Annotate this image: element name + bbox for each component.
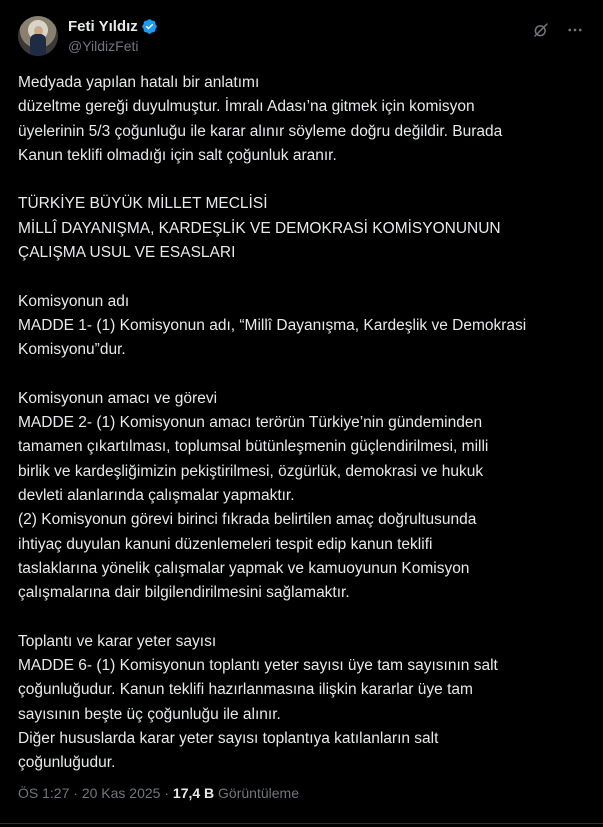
tweet-date[interactable]: 20 Kas 2025 xyxy=(81,785,161,801)
tweet-text-line: çalışmalarına dair bilgilendirilmesini sağlamaktır. xyxy=(18,584,350,602)
tweet-text-line: Komisyonun adı xyxy=(18,292,130,310)
tweet-text-line xyxy=(18,606,585,630)
tweet-text-line: MADDE 6- (1) Komisyonun toplantı yeter sayısı üye tam sayısının salt xyxy=(18,657,498,675)
tweet-text-line: Diğer hususlarda karar yeter sayısı toplantıya katılanların salt xyxy=(18,730,439,748)
tweet-text-line xyxy=(18,168,585,192)
tweet-text-line: çoğunluğudur. Kanun teklifi hazırlanmasına ilişkin kararlar üye tam xyxy=(18,681,473,699)
tweet-text-line: ÇALIŞMA USUL VE ESASLARI xyxy=(18,244,236,262)
header-actions xyxy=(531,20,585,40)
tweet-text-line: taslaklarına yönelik çalışmalar yapmak ve kamuoyunun Komisyon xyxy=(18,559,470,577)
more-button[interactable] xyxy=(565,20,585,40)
tweet-text-line: birlik ve kardeşliğimizin pekiştirilmesi, özgürlük, demokrasi ve hukuk xyxy=(18,462,484,480)
name-row xyxy=(68,16,158,36)
tweet-text-line: devleti alanlarında çalışmalar yapmaktır. xyxy=(18,487,295,505)
meta-separator-2: · xyxy=(160,785,173,801)
tweet-text-line: Komisyonun amacı ve görevi xyxy=(18,389,218,407)
tweet-text-line: ihtiyaç duyulan kanuni düzenlemeleri tespit edip kanun teklifi xyxy=(18,535,433,553)
tweet-text-line: sayısının beşte üç çoğunluğu ile alınır. xyxy=(18,705,281,723)
avatar[interactable] xyxy=(18,16,58,56)
tweet-text-line: MADDE 2- (1) Komisyonun amacı terörün Türkiye’nin gündeminden xyxy=(18,414,483,432)
tweet-text-line: çoğunluğudur. xyxy=(18,754,116,772)
grok-button[interactable] xyxy=(531,20,551,40)
tweet-text-line: Kanun teklifi olmadığı için salt çoğunluk aranır. xyxy=(18,146,337,164)
tweet-text-line: MİLLÎ DAYANIŞMA, KARDEŞLİK VE DEMOKRASİ KOMİSYONUNUN xyxy=(18,219,501,237)
user-handle[interactable]: @YildizFeti xyxy=(68,38,139,54)
tweet-text-line: düzeltme gereği duyulmuştur. İmralı Adası’na gitmek için komisyon xyxy=(18,98,475,116)
tweet-text xyxy=(18,71,585,776)
tweet-meta xyxy=(18,785,299,801)
divider xyxy=(0,823,603,824)
user-info xyxy=(68,16,158,54)
tweet-text-line: Komisyonu”dur. xyxy=(18,341,126,359)
grok-icon xyxy=(532,21,550,39)
views-count: 17,4 B xyxy=(172,785,215,801)
meta-separator: · xyxy=(69,785,82,801)
views-label: Görüntüleme xyxy=(218,785,299,801)
tweet-text-line: tamamen çıkartılması, toplumsal bütünleşmenin güçlendirilmesi, milli xyxy=(18,438,489,456)
tweet-text-line: üyelerinin 5/3 çoğunluğu ile karar alınır söyleme doğru değildir. Burada xyxy=(18,122,503,140)
tweet-text-line: Toplantı ve karar yeter sayısı xyxy=(18,632,217,650)
tweet-text-line: TÜRKİYE BÜYÜK MİLLET MECLİSİ xyxy=(18,195,268,213)
verified-badge-icon xyxy=(141,18,158,35)
tweet-header xyxy=(18,16,585,58)
more-icon xyxy=(566,21,584,39)
tweet-text-line: (2) Komisyonun görevi birinci fıkrada belirtilen amaç doğrultusunda xyxy=(18,511,477,529)
tweet-text-line xyxy=(18,363,585,387)
display-name[interactable]: Feti Yıldız xyxy=(68,17,138,35)
tweet-text-line: Medyada yapılan hatalı bir anlatımı xyxy=(18,74,260,91)
tweet-text-line: MADDE 1- (1) Komisyonun adı, “Millî Dayanışma, Kardeşlik ve Demokrasi xyxy=(18,316,527,334)
tweet-time[interactable]: ÖS 1:27 xyxy=(18,785,70,801)
tweet-text-line xyxy=(18,265,585,289)
